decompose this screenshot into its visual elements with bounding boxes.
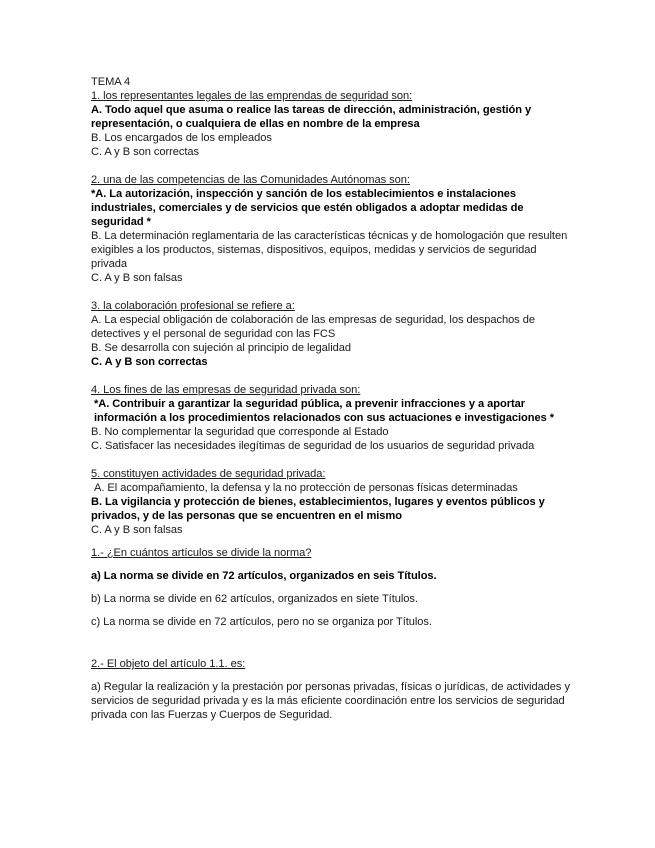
question-4: 4. Los fines de las empresas de seguridad privada son: xyxy=(91,384,361,396)
q5-option-c: C. A y B son falsas xyxy=(91,524,183,536)
document-title: TEMA 4 xyxy=(91,76,131,88)
question-5: 5. constituyen actividades de seguridad privada: xyxy=(91,468,326,480)
section2-question-1: 1.- ¿En cuántos artículos se divide la norma? xyxy=(91,547,312,559)
s2q1-option-b: b) La norma se divide en 62 artículos, organizados en siete Títulos. xyxy=(91,593,418,605)
q1-option-c: C. A y B son correctas xyxy=(91,146,200,158)
s2q2-option-a: a) Regular la realización y la prestación por personas privadas, físicas o jurídicas, de actividades y servicios de seguridad privada y es la más eficiente coordinación entre los servicios de seguridad privada con las Fuerzas y Cuerpos de Seguridad. xyxy=(91,681,570,721)
q4-option-c: C. Satisfacer las necesidades ilegítimas de seguridad de los usuarios de seguridad privada xyxy=(91,440,535,452)
q2-option-a: *A. La autorización, inspección y sanción de los establecimientos e instalaciones industriales, comerciales y de servicios que estén obligados a adoptar medidas de seguridad * xyxy=(91,188,524,228)
q2-option-c: C. A y B son falsas xyxy=(91,272,183,284)
question-2: 2. una de las competencias de las Comunidades Autónomas son: xyxy=(91,174,410,186)
q5-option-a: A. El acompañamiento, la defensa y la no protección de personas físicas determinadas xyxy=(94,482,518,494)
q4-option-a: *A. Contribuir a garantizar la seguridad pública, a prevenir infracciones y a aportar información a los procedimientos relacionados con sus actuaciones e investigaciones * xyxy=(94,398,554,424)
s2q1-option-c: c) La norma se divide en 72 artículos, pero no se organiza por Títulos. xyxy=(91,616,432,628)
q3-option-a: A. La especial obligación de colaboración de las empresas de seguridad, los despachos de detectives y el personal de seguridad con las FCS xyxy=(91,314,535,340)
question-1: 1. los representantes legales de las emprendas de seguridad son: xyxy=(91,90,413,102)
question-3: 3. la colaboración profesional se refiere a: xyxy=(91,300,295,312)
section2-question-2: 2.- El objeto del artículo 1.1. es: xyxy=(91,658,246,670)
q3-option-c: C. A y B son correctas xyxy=(91,356,208,368)
s2q1-option-a: a) La norma se divide en 72 artículos, organizados en seis Títulos. xyxy=(91,570,437,582)
q2-option-b: B. La determinación reglamentaria de las características técnicas y de homologación que resulten exigibles a los productos, sistemas, dispositivos, equipos, medidas y servicios de seguridad privada xyxy=(91,230,568,270)
q5-option-b: B. La vigilancia y protección de bienes, establecimientos, lugares y eventos públicos y privados, y de las personas que se encuentren en el mismo xyxy=(91,496,545,522)
q4-option-b: B. No complementar la seguridad que corresponde al Estado xyxy=(91,426,389,438)
q1-option-b: B. Los encargados de los empleados xyxy=(91,132,272,144)
q3-option-b: B. Se desarrolla con sujeción al principio de legalidad xyxy=(91,342,351,354)
document-page xyxy=(91,75,571,722)
q1-option-a: A. Todo aquel que asuma o realice las tareas de dirección, administración, gestión y representación, o cualquiera de ellas en nombre de la empresa xyxy=(91,104,532,130)
